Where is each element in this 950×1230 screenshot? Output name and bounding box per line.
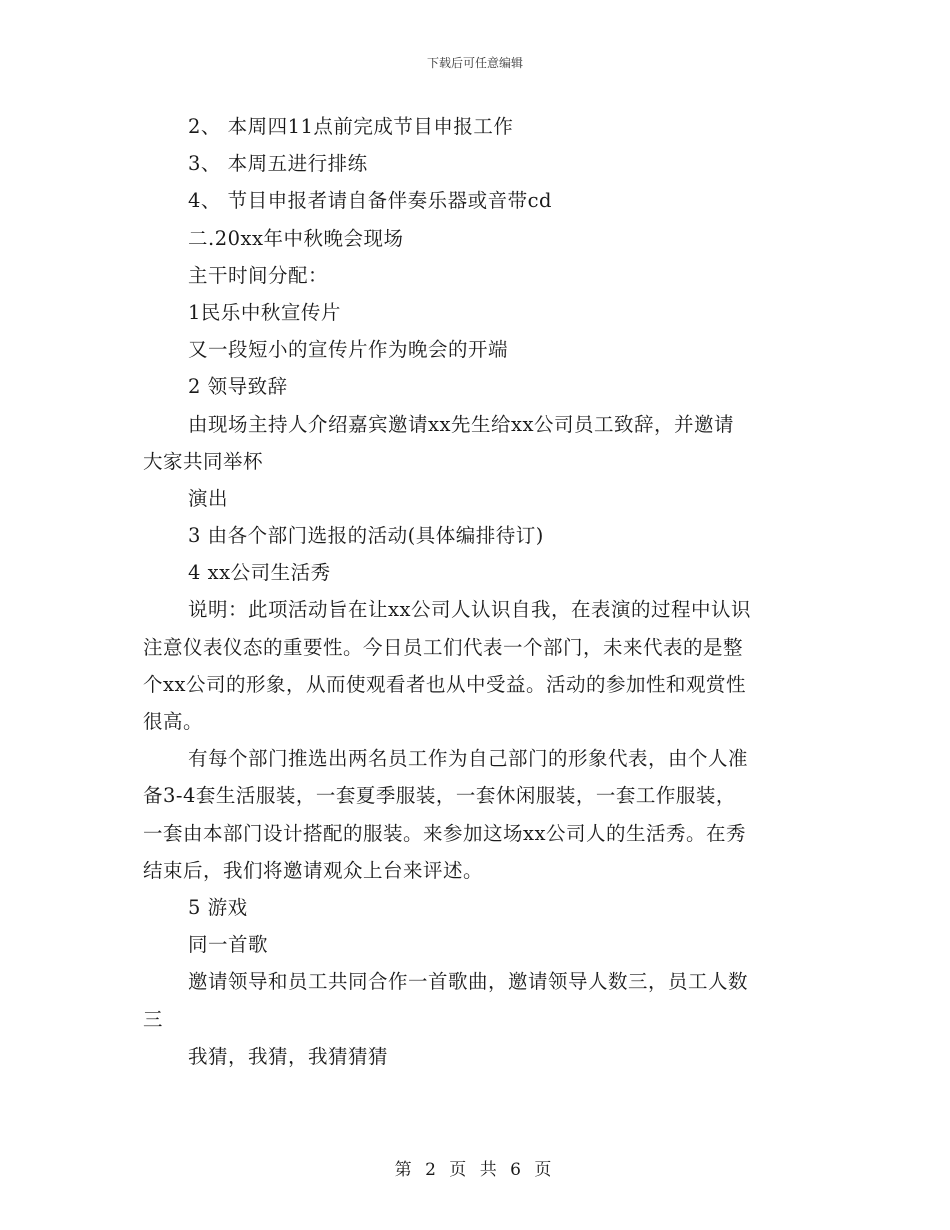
text-line: 结束后，我们将邀请观众上台来评述。 <box>143 858 484 882</box>
text-line: 3 由各个部门选报的活动(具体编排待订) <box>188 524 544 548</box>
page-header: 下载后可任意编辑 <box>426 56 523 70</box>
text-line: 由现场主持人介绍嘉宾邀请xx先生给xx公司员工致辞，并邀请 <box>188 412 734 436</box>
text-line: 2 领导致辞 <box>188 375 288 399</box>
text-line: 1民乐中秋宣传片 <box>188 300 341 324</box>
text-line: 4、 节目申报者请自备伴奏乐器或音带cd <box>188 189 553 213</box>
text-line: 又一段短小的宣传片作为晚会的开端 <box>188 338 509 362</box>
text-line: 很高。 <box>143 710 204 733</box>
text-line: 我猜，我猜，我猜猜猜 <box>188 1044 389 1068</box>
page-footer: 第 2 页 共 6 页 <box>394 1160 556 1180</box>
document-body <box>143 108 808 1075</box>
text-line: 注意仪表仪态的重要性。今日员工们代表一个部门，未来代表的是整 <box>143 635 744 659</box>
text-line: 2、 本周四11点前完成节目申报工作 <box>188 115 514 138</box>
text-line: 同一首歌 <box>188 933 269 957</box>
text-line: 邀请领导和员工共同合作一首歌曲，邀请领导人数三，员工人数 <box>188 970 749 994</box>
text-line: 说明：此项活动旨在让xx公司人认识自我，在表演的过程中认识 <box>188 598 751 622</box>
text-line: 一套由本部门设计搭配的服装。来参加这场xx公司人的生活秀。在秀 <box>143 821 746 845</box>
text-line: 个xx公司的形象，从而使观看者也从中受益。活动的参加性和观赏性 <box>143 672 746 696</box>
text-line: 演出 <box>188 486 229 510</box>
text-line: 3、 本周五进行排练 <box>188 152 368 176</box>
text-line: 二.20xx年中秋晚会现场 <box>188 226 404 250</box>
text-line: 大家共同举杯 <box>143 449 264 473</box>
text-line: 三 <box>143 1007 164 1031</box>
text-line: 4 xx公司生活秀 <box>188 561 331 585</box>
text-line: 有每个部门推选出两名员工作为自己部门的形象代表，由个人准 <box>188 747 749 771</box>
text-line: 主干时间分配： <box>188 263 329 287</box>
text-line: 备3-4套生活服装，一套夏季服装，一套休闲服装，一套工作服装， <box>143 784 736 808</box>
text-line: 5 游戏 <box>188 895 248 919</box>
